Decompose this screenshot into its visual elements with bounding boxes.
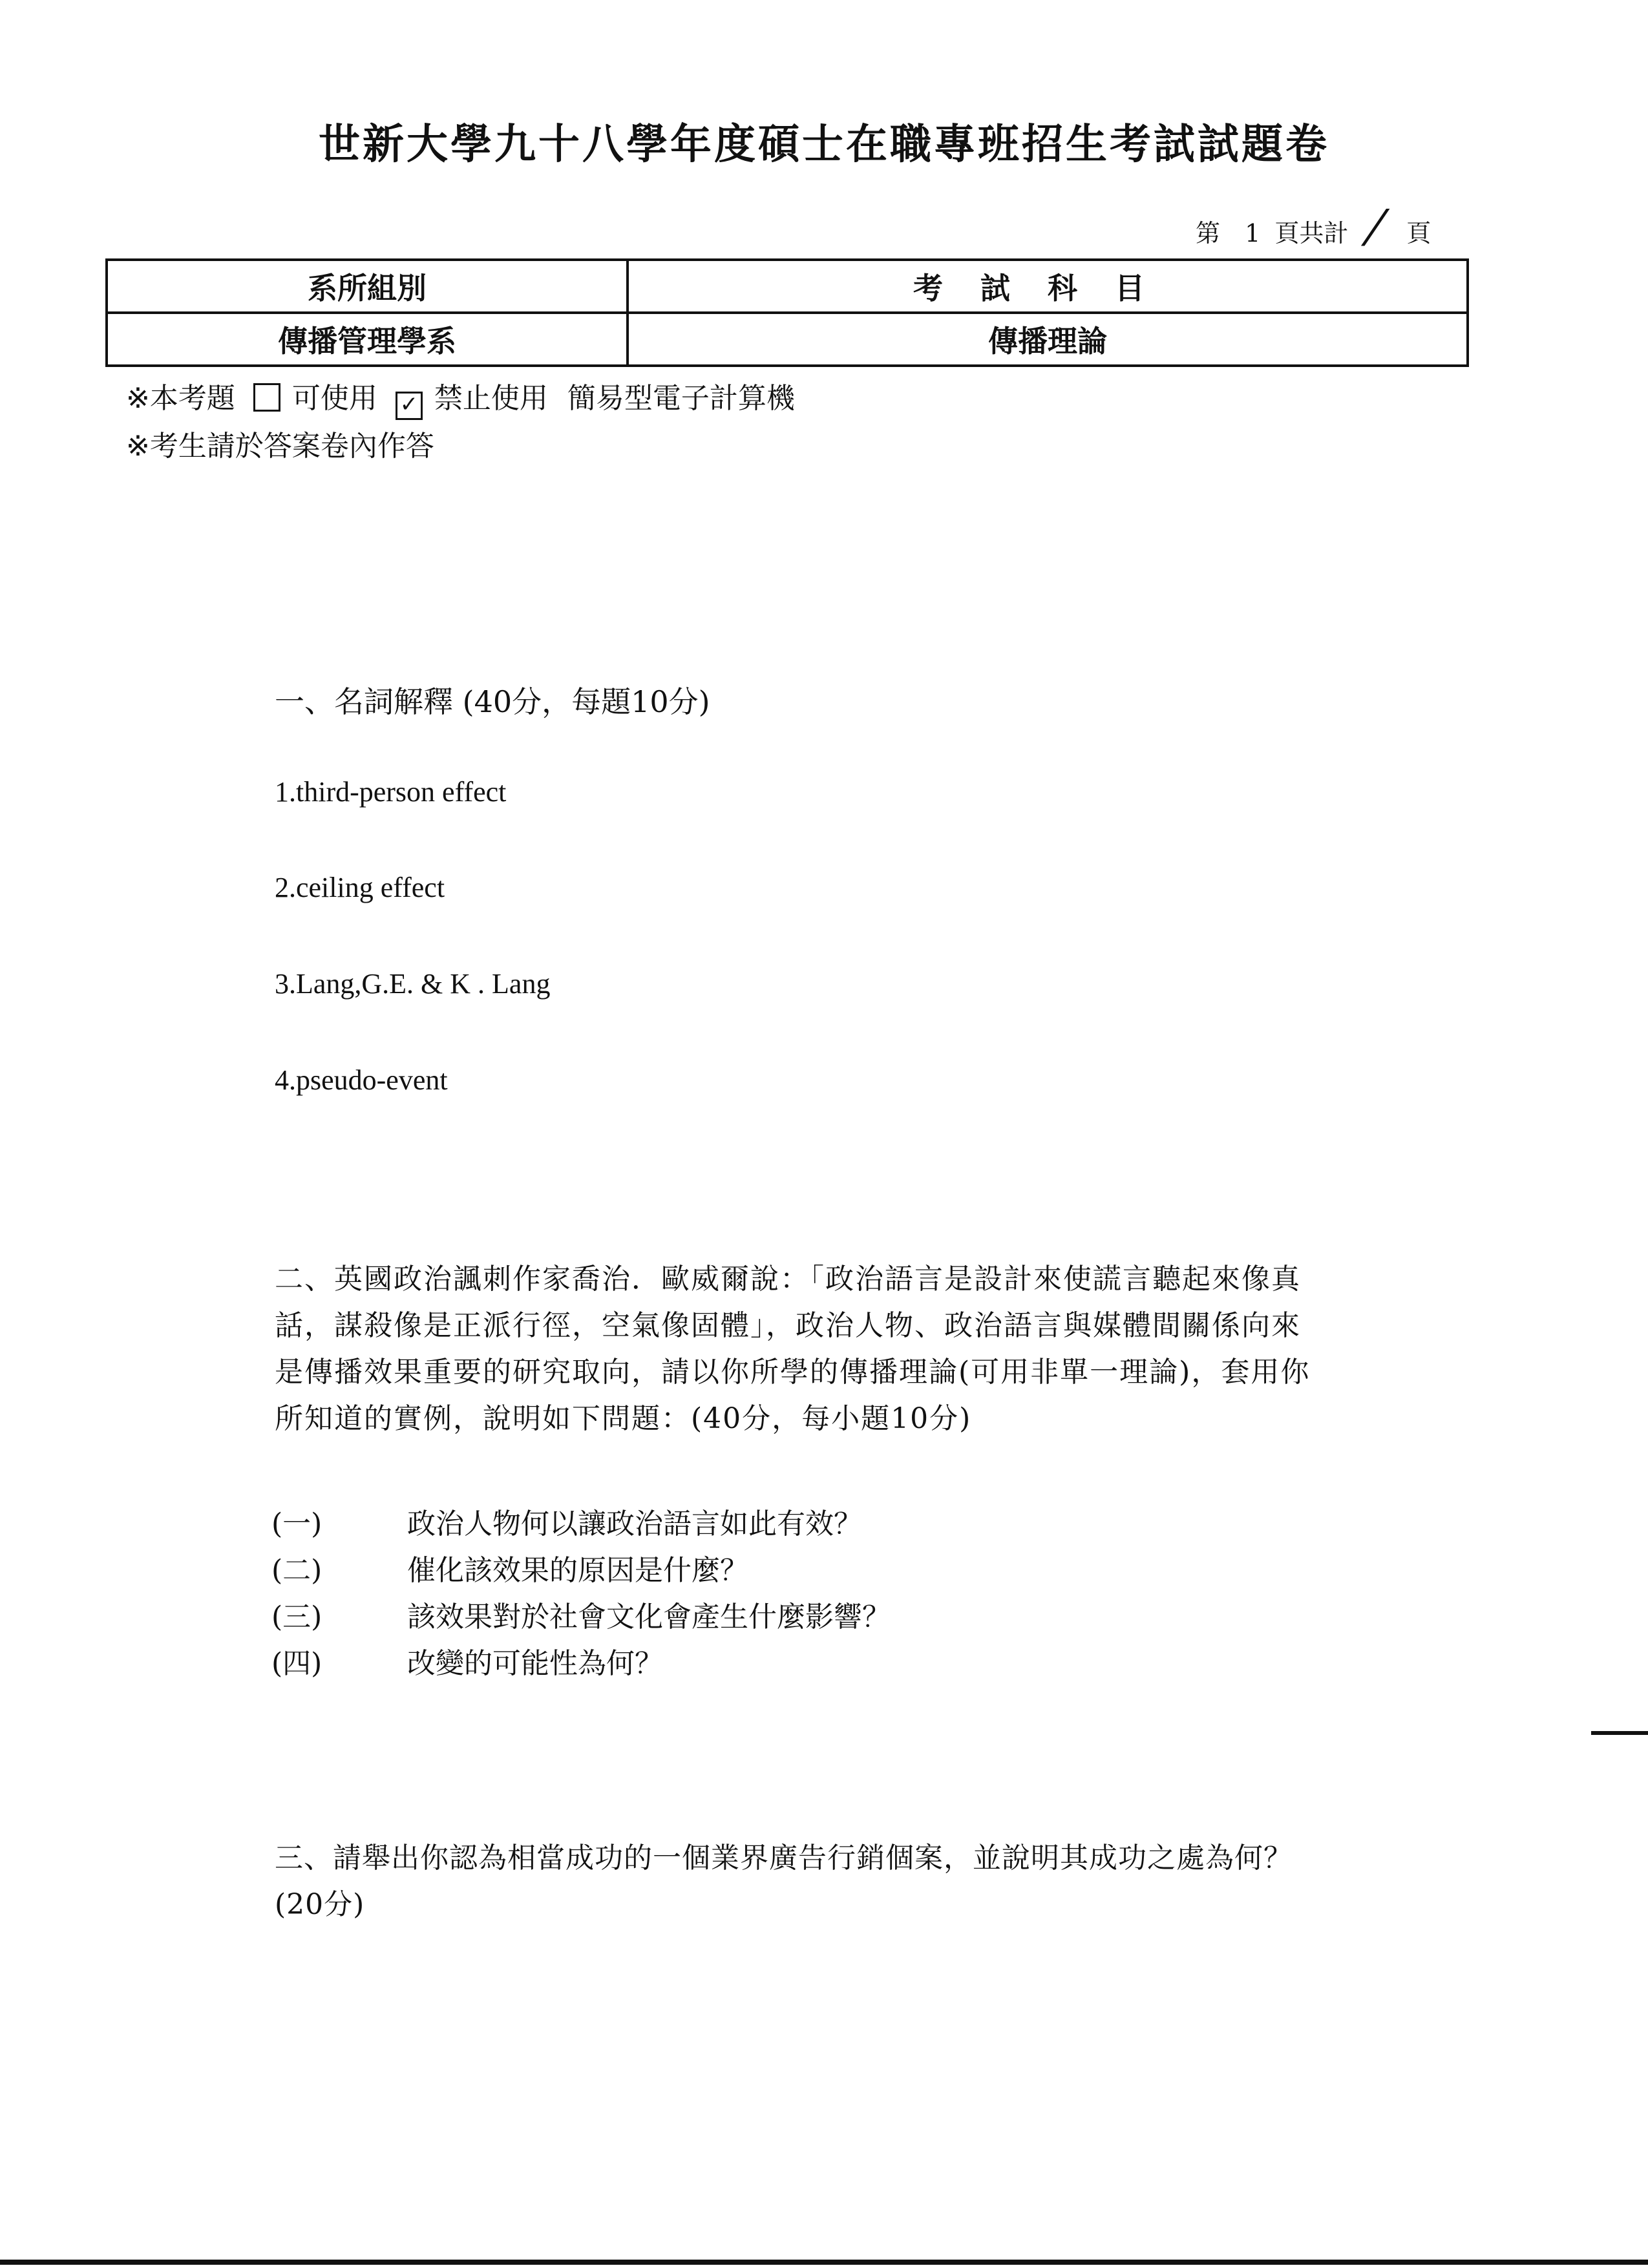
- term-item: 4.pseudo-event: [275, 1064, 448, 1096]
- department-value: 傳播管理學系: [107, 313, 628, 366]
- allowed-checkbox[interactable]: [253, 383, 280, 412]
- section3-line: 三、請舉出你認為相當成功的一個業界廣告行銷個案，並說明其成功之處為何？: [275, 1842, 1293, 1874]
- answer-sheet-note: ※考生請於答案卷內作答: [126, 430, 434, 463]
- allowed-label: 可使用: [291, 382, 377, 415]
- calculator-type: 簡易型電子計算機: [567, 382, 795, 415]
- section2-line: 話，謀殺像是正派行徑，空氣像固體」，政治人物、政治語言與媒體間關係向來: [275, 1309, 1301, 1342]
- section2-line: 二、英國政治諷刺作家喬治．歐威爾說：「政治語言是設計來使謊言聽起來像真: [275, 1263, 1301, 1296]
- page-count-suffix: 頁: [1406, 219, 1431, 247]
- section2-line: 是傳播效果重要的研究取向，請以你所學的傳播理論(可用非單一理論)，套用你: [275, 1356, 1311, 1389]
- forbidden-checkbox[interactable]: ✓: [396, 392, 423, 420]
- section3-question: [275, 1835, 1393, 1928]
- section3-line: (20分): [275, 1888, 365, 1921]
- subquestion-text: 該效果對於社會文化會產生什麼影響？: [407, 1601, 891, 1633]
- department-header: 系所組別: [107, 260, 628, 313]
- subquestion-text: 政治人物何以讓政治語言如此有效？: [407, 1507, 862, 1540]
- section2-question: [275, 1256, 1393, 1442]
- subquestion-text: 催化該效果的原因是什麼？: [407, 1554, 748, 1587]
- page-count-total: /: [1358, 200, 1393, 253]
- subquestion: [271, 1547, 748, 1588]
- scan-margin-mark: [1591, 1731, 1648, 1735]
- exam-title: 世新大學九十八學年度碩士在職專班招生考試試題卷: [319, 121, 1329, 169]
- calculator-note-prefix: ※本考題: [126, 382, 235, 415]
- subject-value: 傳播理論: [628, 313, 1468, 366]
- page-count-current: 1: [1245, 219, 1261, 247]
- term-item: 2.ceiling effect: [275, 872, 445, 903]
- subquestion-label: (四): [271, 1647, 322, 1680]
- subquestion: [271, 1640, 663, 1681]
- section1-heading: 一、名詞解釋 (40分，每題10分): [275, 684, 710, 719]
- term-item: 1.third-person effect: [275, 776, 507, 808]
- page-count-prefix: 第: [1196, 219, 1221, 247]
- subquestion-label: (三): [271, 1601, 322, 1633]
- exam-info-table: [105, 258, 1469, 367]
- section2-line: 所知道的實例，說明如下問題：(40分，每小題10分): [275, 1402, 972, 1435]
- subquestion: [271, 1593, 891, 1635]
- term-item: 3.Lang,G.E. & K . Lang: [275, 968, 551, 1000]
- page-count: [1196, 200, 1431, 253]
- scan-bottom-edge: [0, 2260, 1648, 2265]
- calculator-note: [126, 375, 795, 420]
- subject-header: 考試科目: [628, 260, 1468, 313]
- subquestion-label: (一): [271, 1507, 322, 1540]
- forbidden-label: 禁止使用: [434, 382, 548, 415]
- page-count-mid: 頁共計: [1274, 219, 1349, 247]
- subquestion-text: 改變的可能性為何？: [407, 1647, 663, 1680]
- subquestion: [271, 1500, 862, 1542]
- subquestion-label: (二): [271, 1554, 322, 1587]
